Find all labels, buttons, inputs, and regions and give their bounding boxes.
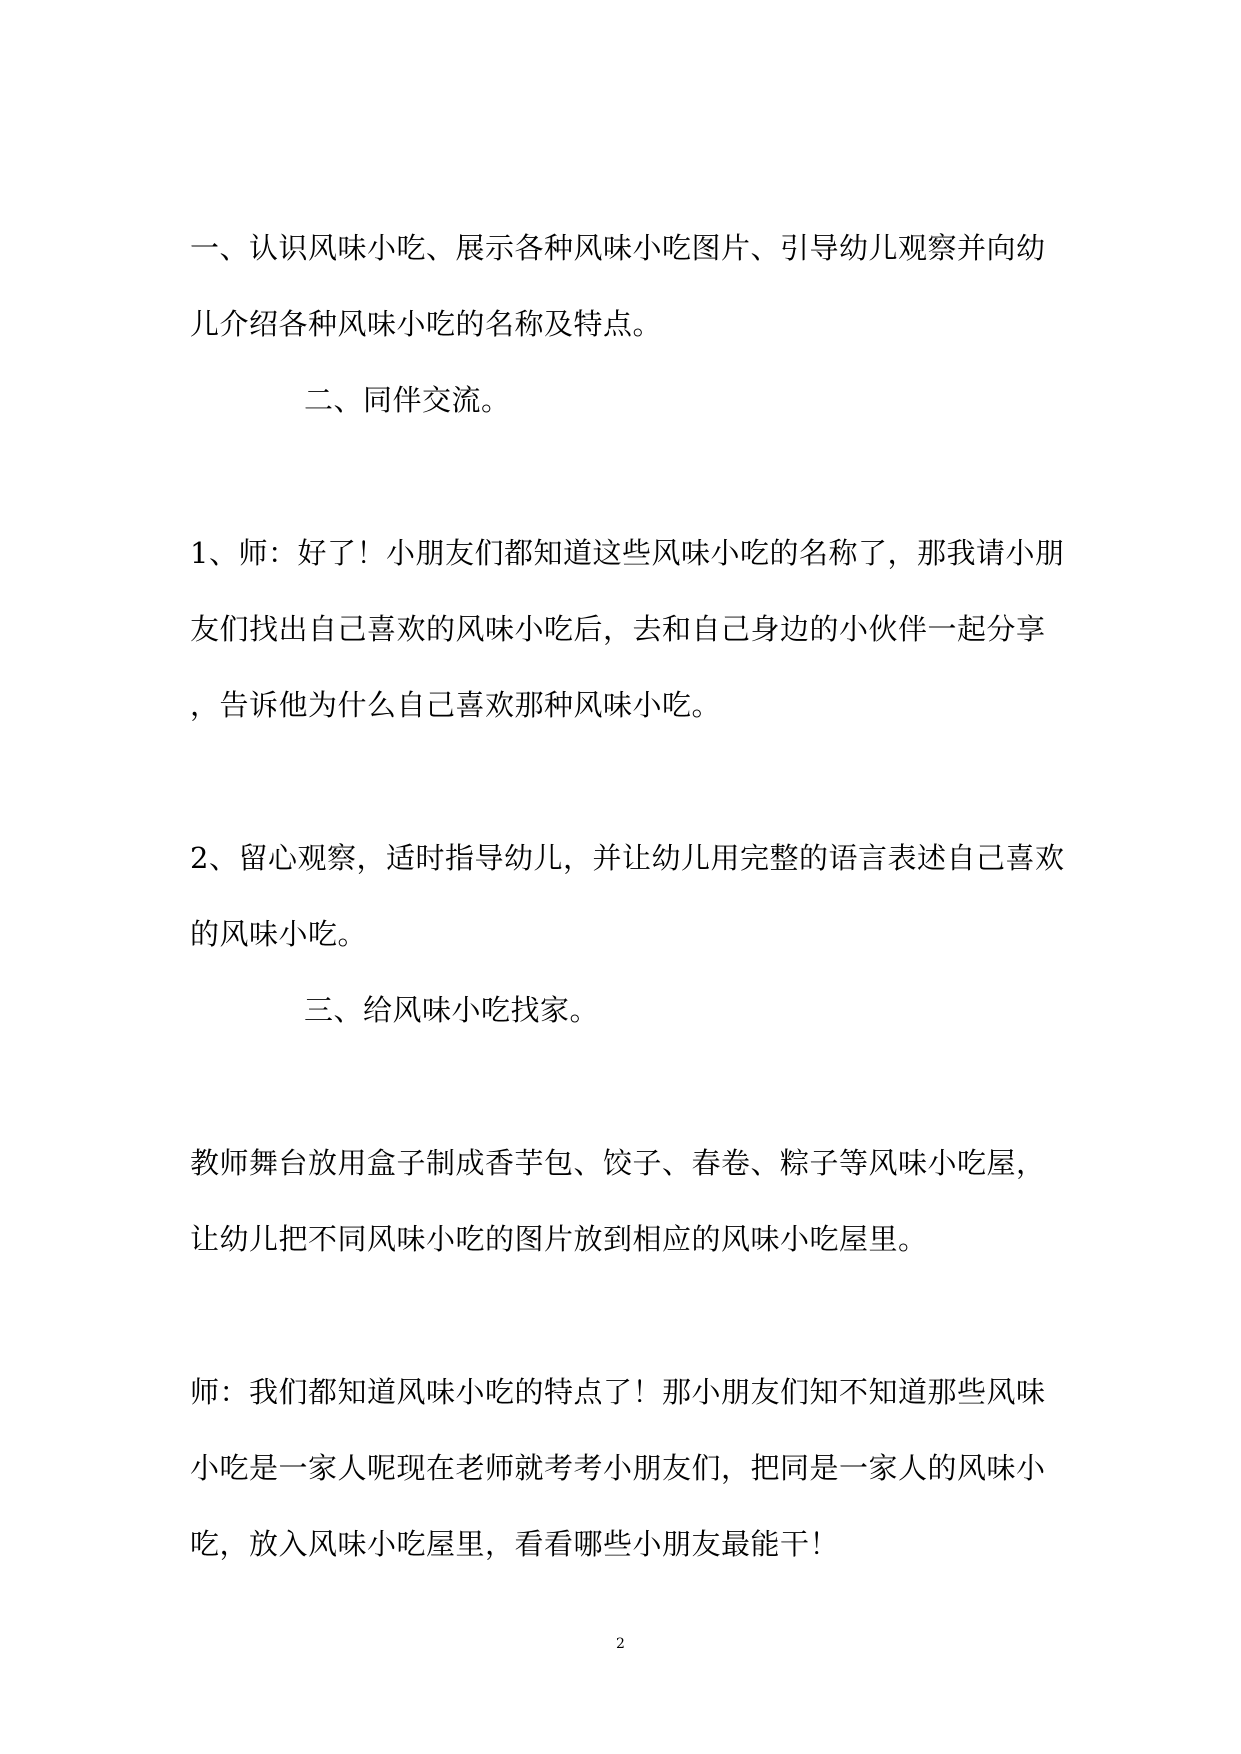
text-line: 教师舞台放用盒子制成香芋包、饺子、春卷、粽子等风味小吃屋，	[190, 1146, 1046, 1180]
section-heading: 二、同伴交流。	[304, 383, 511, 417]
text-line: 友们找出自己喜欢的风味小吃后，去和自己身边的小伙伴一起分享	[190, 612, 1046, 646]
text-line: ，告诉他为什么自己喜欢那种风味小吃。	[190, 688, 722, 722]
section-heading: 三、给风味小吃找家。	[304, 993, 600, 1027]
text-line: 师：我们都知道风味小吃的特点了！那小朋友们知不知道那些风味	[190, 1375, 1046, 1409]
text-line: 1、师：好了！小朋友们都知道这些风味小吃的名称了，那我请小朋	[190, 536, 1065, 570]
text-line: 儿介绍各种风味小吃的名称及特点。	[190, 307, 663, 341]
text-line: 2、留心观察，适时指导幼儿，并让幼儿用完整的语言表述自己喜欢	[190, 841, 1065, 875]
text-line: 让幼儿把不同风味小吃的图片放到相应的风味小吃屋里。	[190, 1222, 928, 1256]
text-line: 小吃是一家人呢现在老师就考考小朋友们，把同是一家人的风味小	[190, 1451, 1046, 1485]
text-line: 的风味小吃。	[190, 917, 368, 951]
page-number: 2	[616, 1636, 625, 1652]
text-line: 一、认识风味小吃、展示各种风味小吃图片、引导幼儿观察并向幼	[190, 231, 1046, 265]
text-line: 吃，放入风味小吃屋里，看看哪些小朋友最能干！	[190, 1527, 840, 1561]
